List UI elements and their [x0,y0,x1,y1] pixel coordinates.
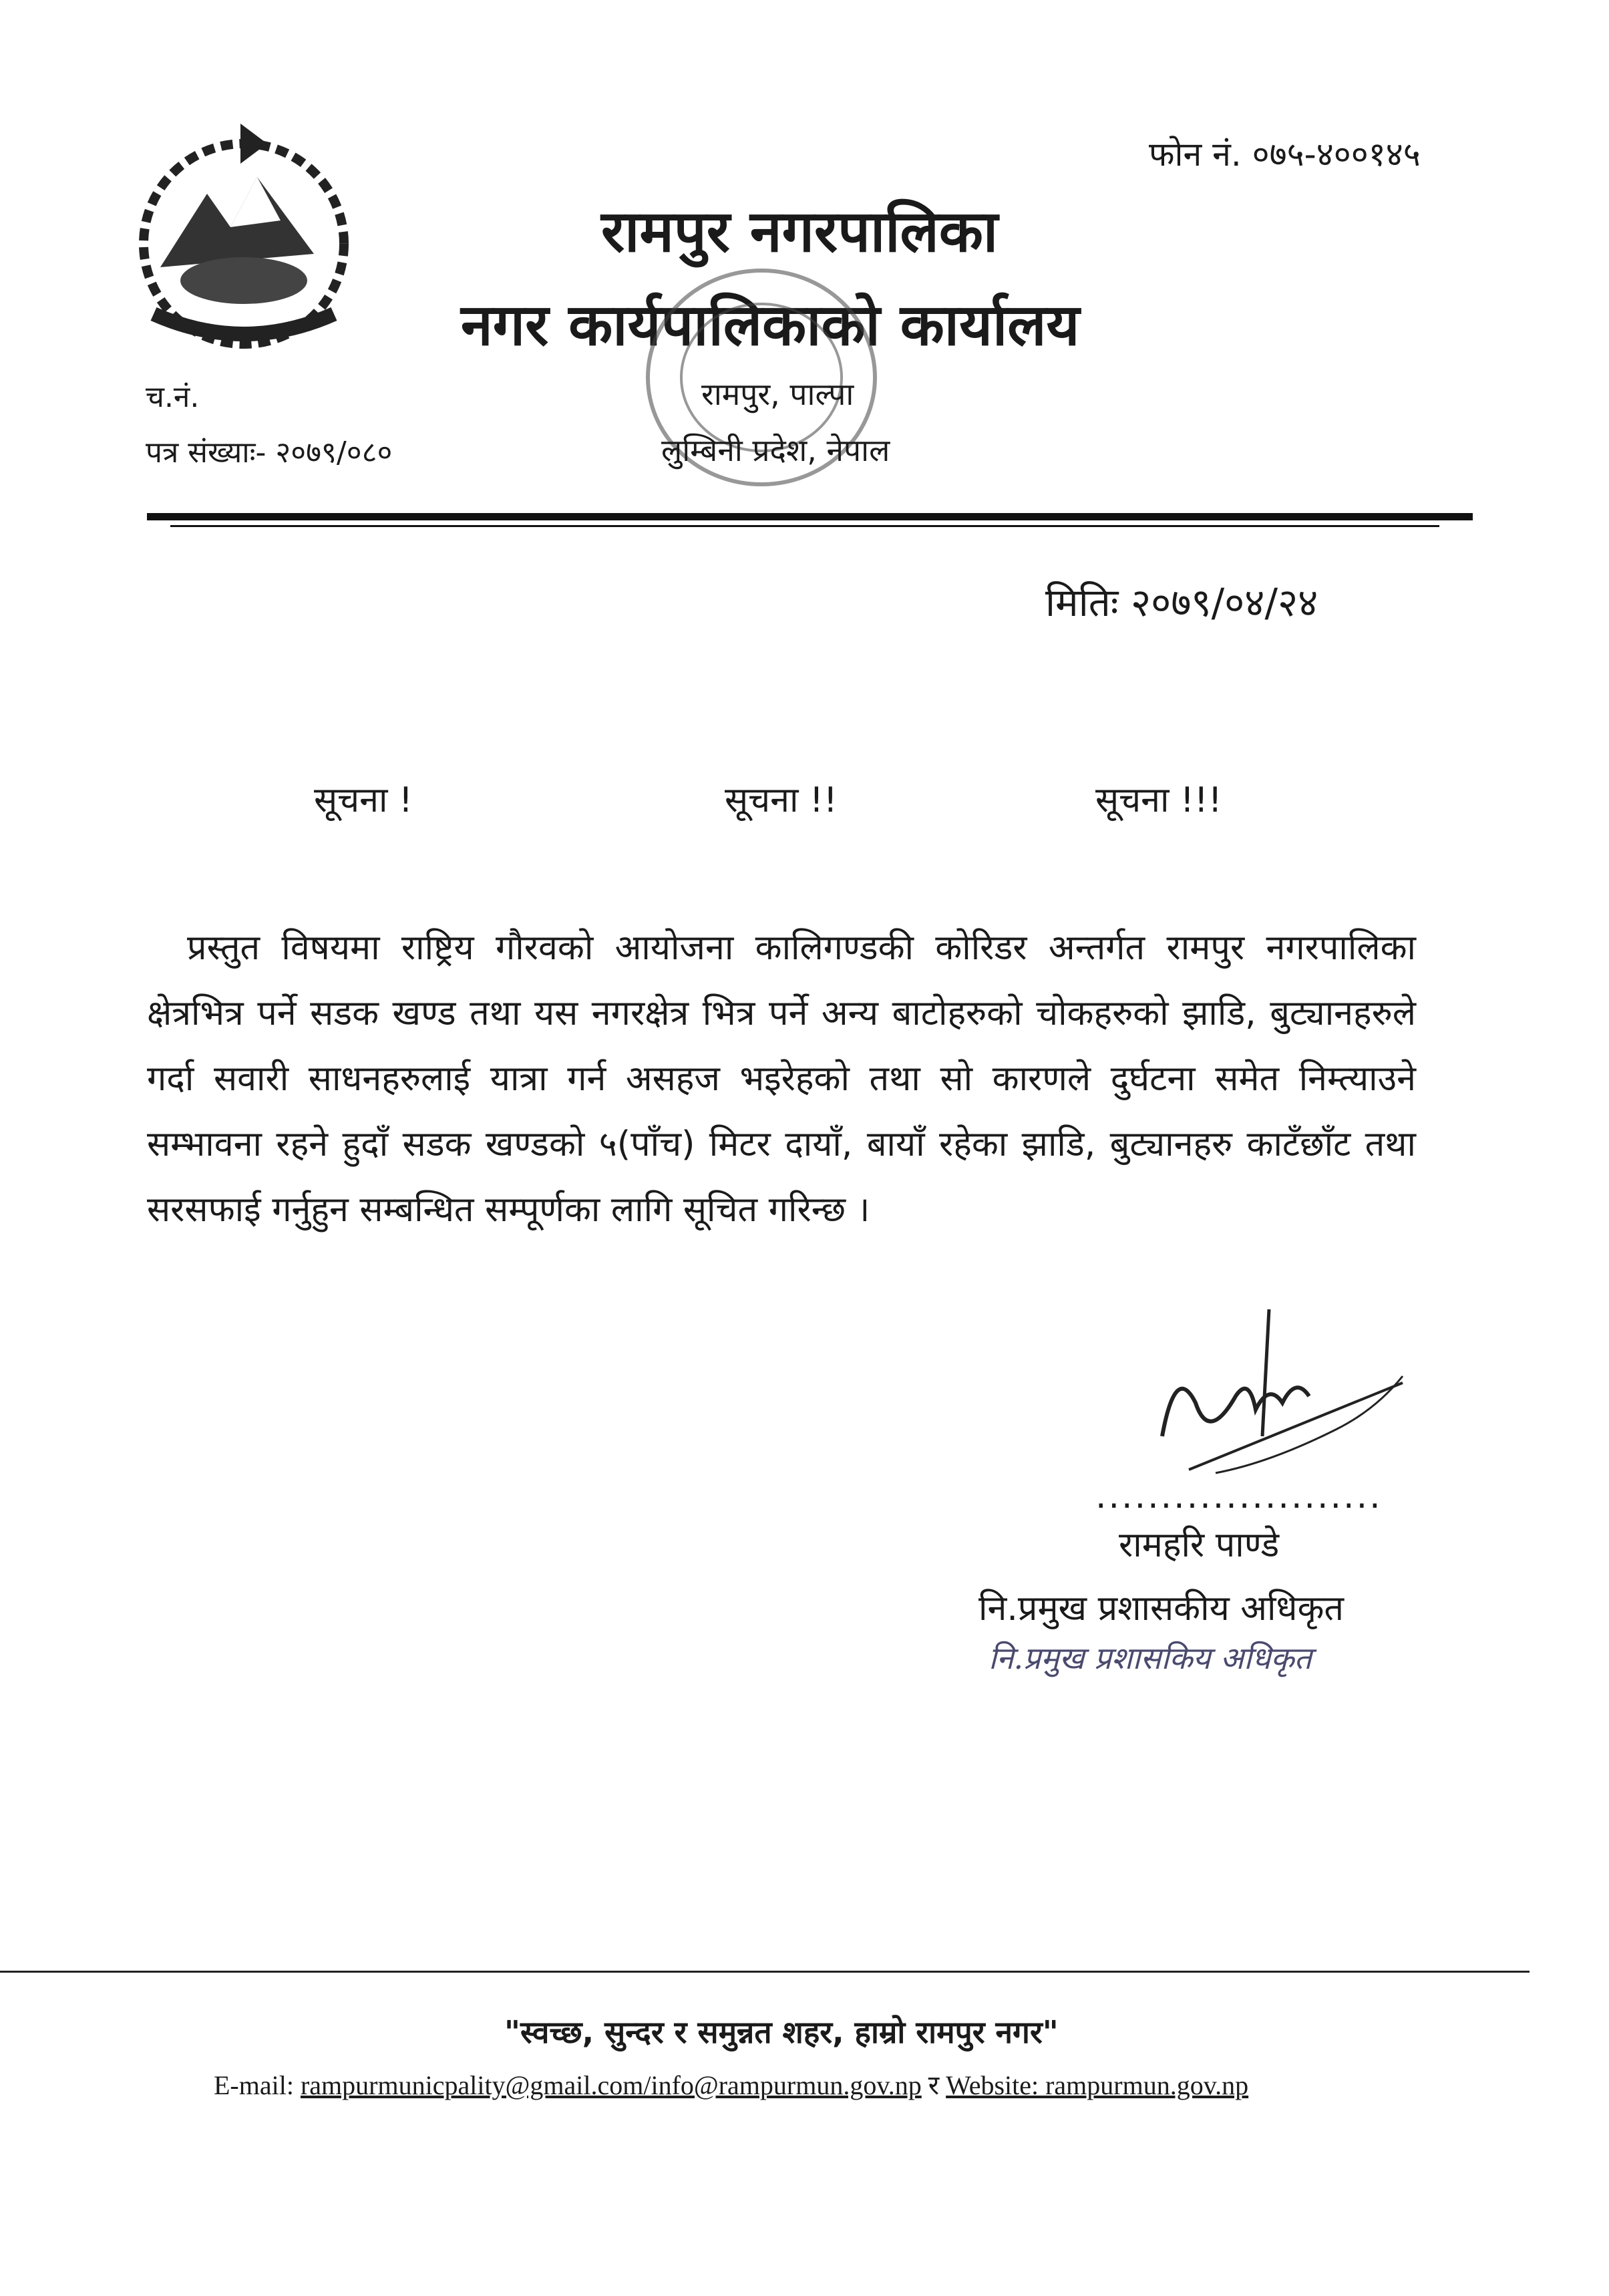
footer-divider [0,1971,1530,1973]
office-title: रामपुर नगरपालिका [601,198,999,265]
signature-line: ...................... [1095,1476,1383,1516]
signatory-stamp: नि.प्रमुख प्रशासकिय अधिकृत [989,1640,1312,1676]
header-divider-thin [170,525,1439,527]
nepal-emblem-icon [114,114,374,361]
email-label: E-mail: [214,2070,294,2100]
header-divider [147,513,1473,520]
letter-number: पत्र संख्याः- २०७९/०८० [146,436,393,470]
footer-contact [214,2066,1248,2102]
email-link[interactable]: rampurmunicpality@gmail.com/info@rampurmun.gov.np [300,2070,922,2100]
notice-heading: सूचना !! [725,780,838,820]
address-line1: रामपुर, पाल्पा [701,376,854,412]
notice-body: प्रस्तुत विषयमा राष्ट्रिय गौरवको आयोजना कालिगण्डकी कोरिडर अन्तर्गत रामपुर नगरपालिका क्षेत्रभित्र पर्ने सडक खण्ड तथा यस नगरक्षेत्र भित्र पर्ने अन्य बाटोहरुको चोकहरुको झाडि, बुट्यानहरुले गर्दा सवारी साधनहरुलाई यात्रा गर्न असहज भइरेहको तथा सो कारणले दुर्घटना समेत निम्त्याउने सम्भावना रहने हुदाँ सडक खण्डको ५(पाँच) मिटर दायाँ, बायाँ रहेका झाडि, बुट्यानहरु काटँछाँट तथा सरसफाई गर्नुहुन सम्बन्धित सम्पूर्णका लागि सूचित गरिन्छ । [147,928,1416,1230]
notice-heading: सूचना ! [314,780,413,820]
signatory-name: रामहरि पाण्डे [1119,1525,1280,1565]
chalani-number: च.नं. [146,380,200,414]
website-link[interactable]: Website: rampurmun.gov.np [946,2070,1249,2100]
connector-text: र [928,2070,940,2100]
signatory-title: नि.प्रमुख प्रशासकीय अधिकृत [978,1589,1345,1629]
letter-date: मितिः २०७९/०४/२४ [1045,580,1318,625]
phone-number: फोन नं. ०७५-४००१४५ [1149,135,1421,174]
footer-slogan: "स्वच्छ, सुन्दर र समुन्नत शहर, हाम्रो रामपुर नगर" [504,2014,1059,2050]
address-line2: लुम्बिनी प्रदेश, नेपाल [661,432,890,468]
office-subtitle: नगर कार्यपालिकाको कार्यालय [461,292,1080,359]
notice-heading: सूचना !!! [1095,780,1222,820]
